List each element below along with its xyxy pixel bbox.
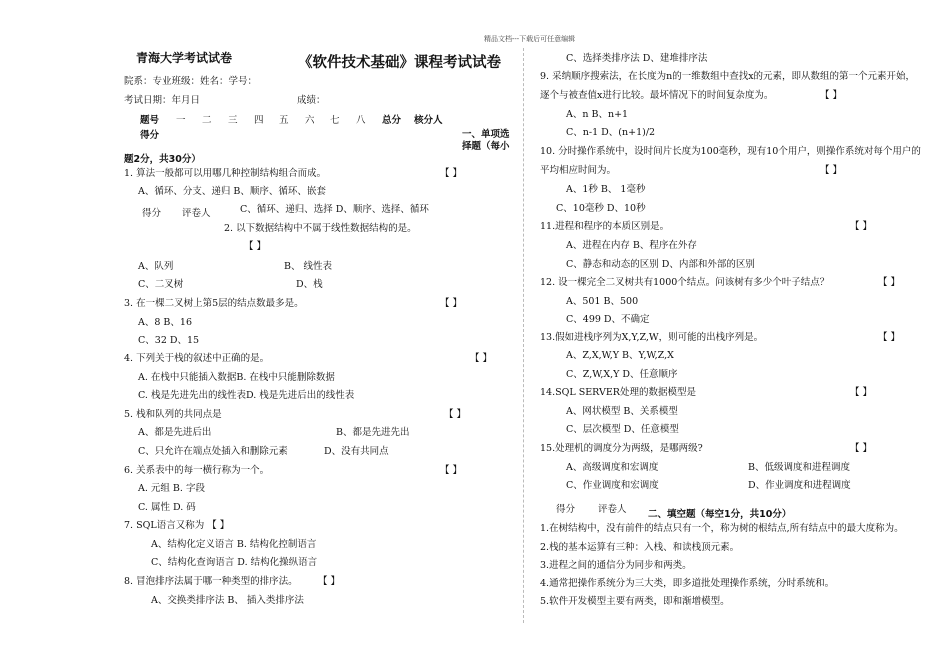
fill-question-2: 2.栈的基本运算有三种：入栈、和读栈顶元素。 xyxy=(540,542,740,553)
grader-person-label-2: 评卷人 xyxy=(598,504,627,515)
question-9-options-ab: A、n B、n+1 xyxy=(566,109,629,120)
question-11-options-ab: A、进程在内存 B、程序在外存 xyxy=(566,240,697,251)
score-table-header-2: 二 xyxy=(202,115,212,126)
question-1: 1. 算法一般都可以用哪几种控制结构组合而成。 xyxy=(124,168,327,179)
section1-title-b: 择题（每小 xyxy=(462,141,510,152)
question-9-line2: 逐个与被查值x进行比较。最坏情况下的时间复杂度为。 xyxy=(540,90,774,101)
question-10-options-cd: C、10毫秒 D、10秒 xyxy=(556,203,646,214)
question-12: 12. 设一棵完全二叉树共有1000个结点。问该树有多少个叶子结点？ xyxy=(540,277,830,288)
question-15-option-a: A、高级调度和宏调度 xyxy=(566,462,659,473)
question-14: 14.SQL SERVER处理的数据模型是 xyxy=(540,387,696,398)
question-7-options-ab: A、结构化定义语言 B. 结构化控制语言 xyxy=(151,539,317,550)
question-10-line1: 10. 分时操作系统中，设时间片长度为100毫秒，现有10个用户，则操作系统对每个用户的 xyxy=(540,146,921,157)
answer-bracket-14: 【 】 xyxy=(850,387,873,398)
answer-bracket-8: 【 】 xyxy=(318,576,341,587)
answer-bracket-15: 【 】 xyxy=(850,443,873,454)
answer-bracket-5: 【 】 xyxy=(444,409,467,420)
question-7: 7. SQL语言又称为 【 】 xyxy=(124,520,230,531)
question-11-options-cd: C、静态和动态的区别 D、内部和外部的区别 xyxy=(566,259,755,270)
grader-score-label: 得分 xyxy=(142,208,162,219)
question-14-options-ab: A、网状模型 B、关系模型 xyxy=(566,406,678,417)
section1-title-c: 题2分，共30分） xyxy=(124,154,201,165)
score-table-header-3: 三 xyxy=(228,115,238,126)
question-2-option-b: B、 线性表 xyxy=(284,261,333,272)
question-15-option-c: C、作业调度和宏调度 xyxy=(566,480,659,491)
question-5-option-b: B、都是先进先出 xyxy=(336,427,410,438)
question-9-options-cd: C、n-1 D、(n+1)/2 xyxy=(566,127,656,138)
question-15: 15.处理机的调度分为两级，是哪两级? xyxy=(540,443,703,454)
question-5-option-c: C、只允许在端点处插入和删除元素 xyxy=(138,446,288,457)
score-table-header-0: 题号 xyxy=(140,115,160,126)
score-table-header-4: 四 xyxy=(254,115,264,126)
score-table-header-5: 五 xyxy=(279,115,289,126)
question-8-options-cd: C、选择类排序法 D、建堆排序法 xyxy=(566,53,708,64)
score-row-label: 得分 xyxy=(140,130,160,141)
answer-bracket-9: 【 】 xyxy=(820,90,843,101)
answer-bracket-1: 【 】 xyxy=(440,168,463,179)
question-4-options-cd: C. 栈是先进先出的线性表D. 栈是先进后出的线性表 xyxy=(138,390,355,401)
question-5-option-a: A、都是先进后出 xyxy=(138,427,212,438)
fill-question-3: 3.进程之间的通信分为同步和两类。 xyxy=(540,560,692,571)
answer-bracket-6: 【 】 xyxy=(440,465,463,476)
answer-bracket-12: 【 】 xyxy=(878,277,901,288)
answer-bracket-10: 【 】 xyxy=(820,165,843,176)
question-2-option-c: C、二叉树 xyxy=(138,279,184,290)
answer-bracket-11: 【 】 xyxy=(850,221,873,232)
question-10-options-ab: A、1秒 B、 1毫秒 xyxy=(566,184,646,195)
question-9-line1: 9. 采纳顺序搜索法，在长度为n的一维数组中查找x的元素，即从数组的第一个元素开始， xyxy=(540,71,916,82)
info-line-date: 考试日期：年月日 xyxy=(124,95,201,106)
score-table-header-checker: 核分人 xyxy=(414,115,443,126)
fill-question-4: 4.通常把操作系统分为三大类，即多道批处理操作系统，分时系统和。 xyxy=(540,578,835,589)
answer-bracket-2: 【 】 xyxy=(244,241,267,252)
answer-bracket-13: 【 】 xyxy=(878,332,901,343)
question-13-options-cd: C、Z,W,X,Y D、任意顺序 xyxy=(566,369,678,380)
fill-question-5: 5.软件开发模型主要有两类，即和渐增模型。 xyxy=(540,596,730,607)
score-table-header-total: 总分 xyxy=(382,115,402,126)
question-5-option-d: D、没有共同点 xyxy=(324,446,389,457)
info-line-student: 院系：专业班级：姓名：学号： xyxy=(124,76,258,87)
section1-title-a: 一、单项选 xyxy=(462,129,510,140)
question-6: 6. 关系表中的每一横行称为一个。 xyxy=(124,465,270,476)
header-note: 精品文档---下载后可任意编辑 xyxy=(484,35,576,43)
question-2: 2. 以下数据结构中不属于线性数据结构的是。 xyxy=(224,223,417,234)
question-12-options-ab: A、501 B、500 xyxy=(566,296,639,307)
score-label: 成绩： xyxy=(297,95,326,106)
question-4-options-ab: A. 在栈中只能插入数据B. 在栈中只能删除数据 xyxy=(138,372,335,383)
score-table-header-6: 六 xyxy=(305,115,315,126)
question-8: 8. 冒泡排序法属于哪一种类型的排序法。 xyxy=(124,576,298,587)
grader-person-label: 评卷人 xyxy=(182,208,211,219)
grader-score-label-2: 得分 xyxy=(556,504,576,515)
question-8-options-ab: A、交换类排序法 B、 插入类排序法 xyxy=(151,595,304,606)
question-2-option-a: A、队列 xyxy=(138,261,174,272)
question-13: 13.假如进栈序列为X,Y,Z,W，则可能的出栈序列是。 xyxy=(540,332,764,343)
question-6-options-ab: A. 元组 B. 字段 xyxy=(138,483,205,494)
score-table-header-8: 八 xyxy=(356,115,366,126)
question-1-options-ab: A、循环、分支、递归 B、顺序、循环、嵌套 xyxy=(138,186,326,197)
question-4: 4. 下列关于栈的叙述中正确的是。 xyxy=(124,353,270,364)
question-14-options-cd: C、层次模型 D、任意模型 xyxy=(566,424,679,435)
question-13-options-ab: A、Z,X,W,Y B、Y,W,Z,X xyxy=(566,350,674,361)
question-5: 5. 栈和队列的共同点是 xyxy=(124,409,222,420)
question-7-options-cd: C、结构化查询语言 D. 结构化操纵语言 xyxy=(151,557,318,568)
question-11: 11.进程和程序的本质区别是。 xyxy=(540,221,670,232)
question-3: 3. 在一棵二叉树上第5层的结点数最多是。 xyxy=(124,298,304,309)
answer-bracket-3: 【 】 xyxy=(440,298,463,309)
question-12-options-cd: C、499 D、不确定 xyxy=(566,314,650,325)
question-15-option-d: D、作业调度和进程调度 xyxy=(748,480,851,491)
question-10-line2: 平均相应时间为。 xyxy=(540,165,617,176)
section2-title: 二、填空题（每空1分，共10分） xyxy=(648,509,792,520)
score-table-header-7: 七 xyxy=(330,115,340,126)
exam-title: 《软件技术基础》课程考试试卷 xyxy=(298,55,501,71)
school-name: 青海大学考试试卷 xyxy=(136,51,233,65)
question-1-options-cd: C、循环、递归、选择 D、顺序、选择、循环 xyxy=(240,204,429,215)
question-3-options-ab: A、8 B、16 xyxy=(138,317,192,328)
score-table-header-1: 一 xyxy=(176,115,186,126)
question-3-options-cd: C、32 D、15 xyxy=(138,335,200,346)
answer-bracket-4: 【 】 xyxy=(470,353,493,364)
column-divider xyxy=(523,48,524,623)
question-2-option-d: D、栈 xyxy=(296,279,323,290)
question-15-option-b: B、低级调度和进程调度 xyxy=(748,462,850,473)
question-6-options-cd: C. 属性 D. 码 xyxy=(138,502,196,513)
fill-question-1: 1.在树结构中，没有前件的结点只有一个，称为树的根结点,所有结点中的最大度称为。 xyxy=(540,523,904,534)
